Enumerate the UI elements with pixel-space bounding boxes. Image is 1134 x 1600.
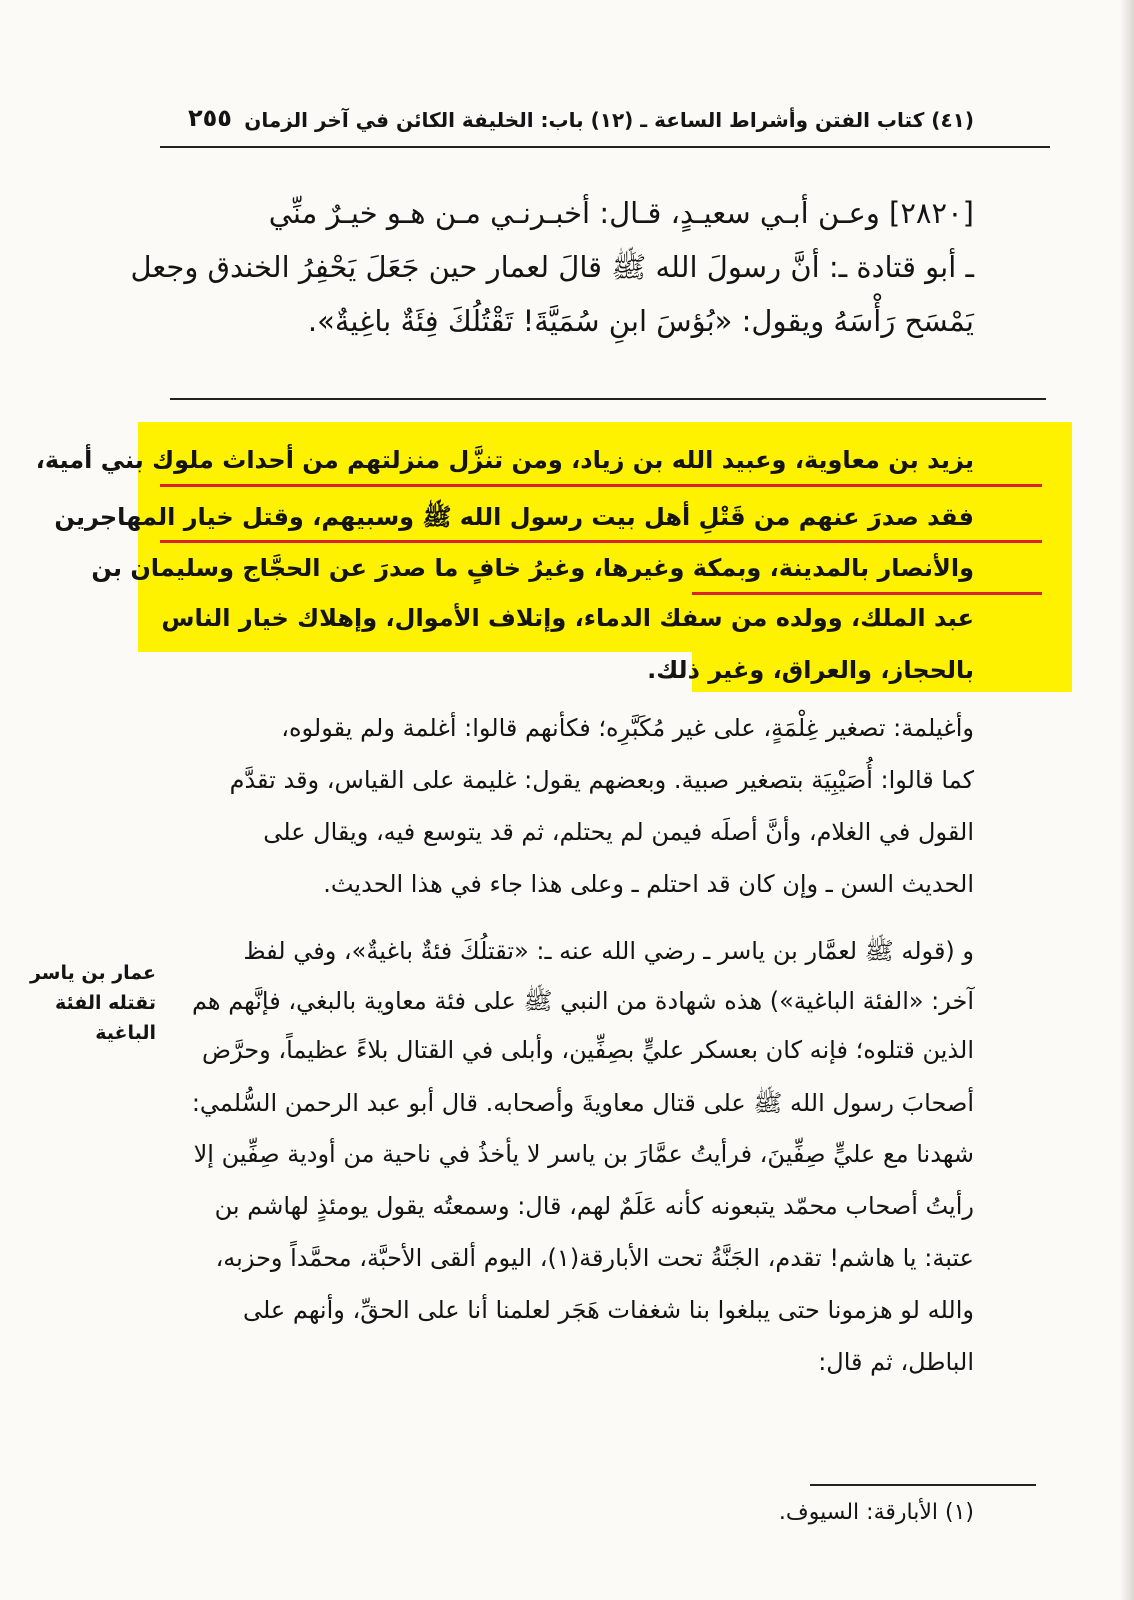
margin-note: عمار بن ياسر تقتله الفئة الباغية (29, 962, 156, 1044)
highlighted-line: عبد الملك، وولده من سفك الدماء، وإتلاف الأموال، وإهلاك خيار الناس (161, 604, 974, 632)
commentary-line: الذين قتلوه؛ فإنه كان بعسكر عليٍّ بصِفِّين، وأبلى في القتال بلاءً عظيماً، وحرَّض (202, 1036, 974, 1064)
section-rule (170, 398, 1046, 400)
highlighted-line: بالحجاز، والعراق، وغير ذلك. (647, 656, 974, 684)
commentary-line: عتبة: يا هاشم! تقدم، الجَنَّةُ تحت الأبارقة(١)، اليوم ألقى الأحبَّة، محمَّداً وحزبه، (215, 1244, 974, 1272)
red-underline (692, 592, 1042, 595)
commentary-line: والله لو هزمونا حتى يبلغوا بنا شغفات هَجَر لعلمنا أنا على الحقِّ، وأنهم على (242, 1296, 974, 1324)
commentary-line: شهدنا مع عليٍّ صِفِّينَ، فرأيتُ عمَّارَ بن ياسر لا يأخذُ في ناحية من أودية صِفِّين إلا (193, 1140, 974, 1168)
commentary-line: القول في الغلام، وأنَّ أصلَه فيمن لم يحتلم، ثم قد يتوسع فيه، ويقال على (263, 818, 974, 846)
page-number: ٢٥٥ (188, 104, 232, 132)
page-edge-shadow (1120, 0, 1134, 1600)
hadith-line: [٢٨٢٠] وعـن أبـي سعيـدٍ، قـال: أخبـرنـي مـن هـو خيـرٌ منِّي (268, 196, 974, 230)
commentary-line: وأغيلمة: تصغير غِلْمَةٍ، على غير مُكَبَّرِه؛ فكأنهم قالوا: أغلمة ولم يقولوه، (281, 714, 974, 742)
header-rule (160, 146, 1050, 148)
highlighted-line: يزيد بن معاوية، وعبيد الله بن زياد، ومن تنزَّل منزلتهم من أحداث ملوك بني أمية، (35, 446, 974, 474)
hadith-line: ـ أبو قتادة ـ: أنَّ رسولَ الله ﷺ قالَ لعمار حين جَعَلَ يَحْفِرُ الخندق وجعل (130, 250, 974, 284)
commentary-line: الحديث السن ـ وإن كان قد احتلم ـ وعلى هذا جاء في هذا الحديث. (323, 870, 974, 898)
footnote-rule (810, 1484, 1036, 1486)
hadith-line: يَمْسَح رَأْسَهُ ويقول: «بُؤسَ ابنِ سُمَيَّةَ! تَقْتُلُكَ فِئَةٌ باغِيةٌ». (307, 304, 974, 338)
footnote: (١) الأبارقة: السيوف. (778, 1500, 974, 1525)
commentary-line: رأيتُ أصحاب محمّد يتبعونه كأنه عَلَمٌ لهم، قال: وسمعتُه يقول يومئذٍ لهاشم بن (214, 1192, 974, 1220)
commentary-line: آخر: «الفئة الباغية») هذه شهادة من النبي ﷺ على فئة معاوية بالبغي، فإنَّهم هم (191, 987, 974, 1015)
commentary-line: و (قوله ﷺ لعمَّار بن ياسر ـ رضي الله عنه ـ: «تقتلُكَ فئةٌ باغيةٌ»، وفي لفظ (243, 937, 974, 965)
highlighted-line: فقد صدرَ عنهم من قَتْلِ أهل بيت رسول الله ﷺ وسبيهم، وقتل خيار المهاجرين (54, 503, 974, 531)
commentary-line: أصحابَ رسول الله ﷺ على قتال معاويةَ وأصحابه. قال أبو عبد الرحمن السُّلمي: (191, 1089, 974, 1117)
commentary-line: الباطل، ثم قال: (818, 1348, 974, 1376)
red-underline (160, 540, 1042, 543)
highlighted-line: والأنصار بالمدينة، وبمكة وغيرها، وغيرُ خافٍ ما صدرَ عن الحجَّاج وسليمان بن (91, 554, 974, 582)
running-title: (٤١) كتاب الفتن وأشراط الساعة ـ (١٢) باب: الخليفة الكائن في آخر الزمان (244, 108, 974, 132)
red-underline (160, 484, 1042, 487)
commentary-line: كما قالوا: أُصَيْبِيَة بتصغير صبية. وبعضهم يقول: غليمة على القياس، وقد تقدَّم (229, 766, 974, 794)
